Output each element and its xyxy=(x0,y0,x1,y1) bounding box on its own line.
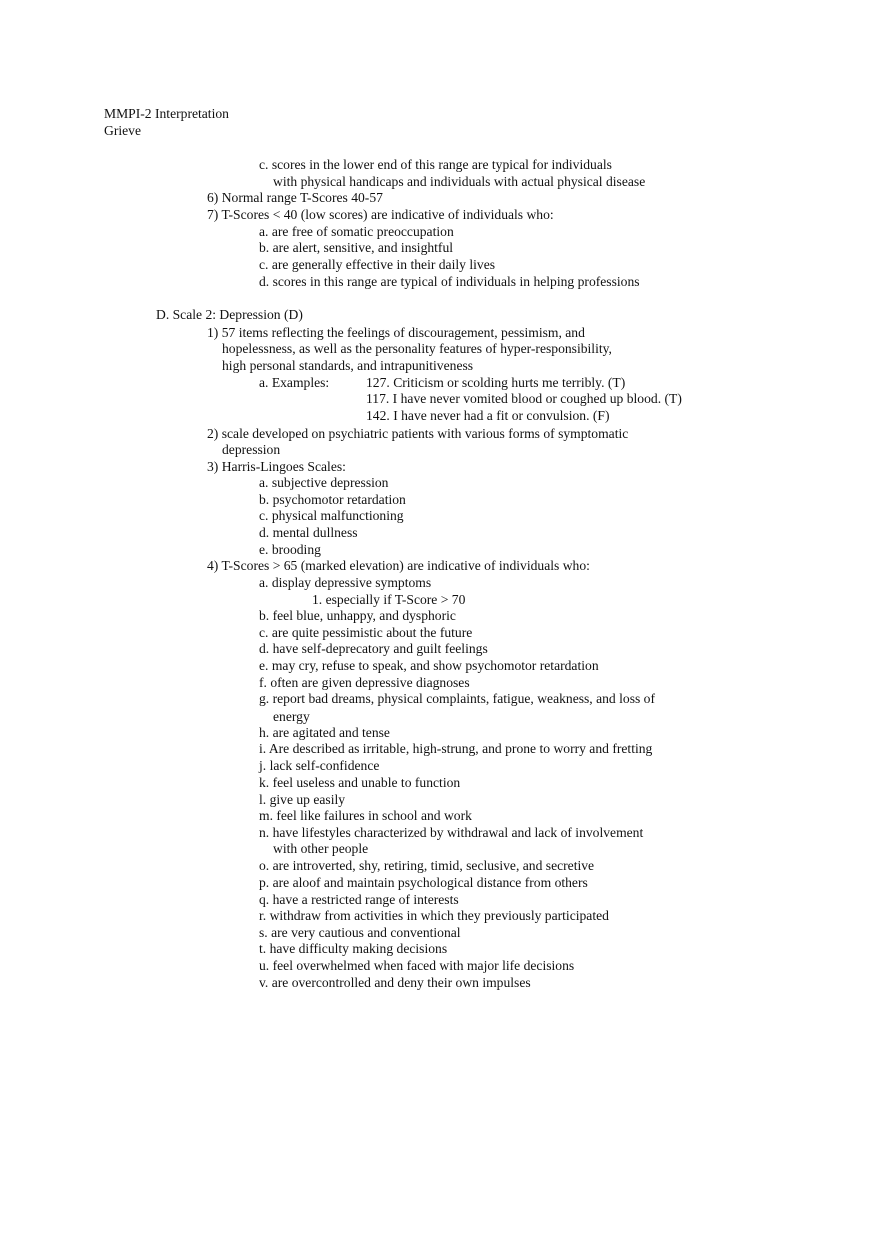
scale2-point-2-line1: 2) scale developed on psychiatric patients with various forms of symptomatic xyxy=(207,426,629,441)
point4-item: b. feel blue, unhappy, and dysphoric xyxy=(259,608,456,623)
scale1-point-7-item: d. scores in this range are typical of individuals in helping professions xyxy=(259,274,640,289)
scale1-point-7-item: b. are alert, sensitive, and insightful xyxy=(259,240,454,255)
harris-lingoes-item: e. brooding xyxy=(259,542,321,557)
point4-item: m. feel like failures in school and work xyxy=(259,808,472,823)
point4-item: n. have lifestyles characterized by withdrawal and lack of involvement xyxy=(259,825,644,840)
example-item: 117. I have never vomited blood or coughed up blood. (T) xyxy=(366,391,682,406)
point4-item: u. feel overwhelmed when faced with major life decisions xyxy=(259,958,575,973)
document-title: MMPI-2 Interpretation xyxy=(104,106,229,121)
scale2-point-4: 4) T-Scores > 65 (marked elevation) are indicative of individuals who: xyxy=(207,558,590,573)
scale2-point-3: 3) Harris-Lingoes Scales: xyxy=(207,459,346,474)
point4-item: p. are aloof and maintain psychological distance from others xyxy=(259,875,588,890)
point4-item: q. have a restricted range of interests xyxy=(259,892,459,907)
scale1-point-7-item: c. are generally effective in their daily lives xyxy=(259,257,496,272)
scale1-item-c-line2: with physical handicaps and individuals with actual physical disease xyxy=(273,174,646,189)
point4-item: i. Are described as irritable, high-strung, and prone to worry and fretting xyxy=(259,741,653,756)
harris-lingoes-item: d. mental dullness xyxy=(259,525,358,540)
scale1-point-6: 6) Normal range T-Scores 40-57 xyxy=(207,190,383,205)
point4-subitem: 1. especially if T-Score > 70 xyxy=(312,592,466,607)
example-item: 142. I have never had a fit or convulsion. (F) xyxy=(366,408,610,423)
harris-lingoes-item: c. physical malfunctioning xyxy=(259,508,404,523)
scale1-item-c-line1: c. scores in the lower end of this range are typical for individuals xyxy=(259,157,612,172)
scale1-point-7-item: a. are free of somatic preoccupation xyxy=(259,224,454,239)
point4-item: r. withdraw from activities in which they previously participated xyxy=(259,908,609,923)
point4-item: e. may cry, refuse to speak, and show psychomotor retardation xyxy=(259,658,599,673)
point4-item-continuation: energy xyxy=(273,709,310,724)
point4-item-continuation: with other people xyxy=(273,841,369,856)
harris-lingoes-item: b. psychomotor retardation xyxy=(259,492,406,507)
point4-item: o. are introverted, shy, retiring, timid, seclusive, and secretive xyxy=(259,858,595,873)
harris-lingoes-item: a. subjective depression xyxy=(259,475,389,490)
point4-item: a. display depressive symptoms xyxy=(259,575,432,590)
point4-item: l. give up easily xyxy=(259,792,346,807)
point4-item: j. lack self-confidence xyxy=(259,758,380,773)
examples-label: a. Examples: xyxy=(259,375,330,390)
scale2-heading: D. Scale 2: Depression (D) xyxy=(156,307,303,322)
example-item: 127. Criticism or scolding hurts me terribly. (T) xyxy=(366,375,626,390)
point4-item: g. report bad dreams, physical complaints, fatigue, weakness, and loss of xyxy=(259,691,656,706)
point4-item: v. are overcontrolled and deny their own impulses xyxy=(259,975,531,990)
scale2-point-1-line: high personal standards, and intrapunitiveness xyxy=(222,358,474,373)
point4-item: f. often are given depressive diagnoses xyxy=(259,675,470,690)
document-author: Grieve xyxy=(104,123,141,138)
scale2-point-2-line2: depression xyxy=(222,442,281,457)
point4-item: k. feel useless and unable to function xyxy=(259,775,461,790)
point4-item: c. are quite pessimistic about the future xyxy=(259,625,473,640)
scale2-point-1-line: 1) 57 items reflecting the feelings of discouragement, pessimism, and xyxy=(207,325,585,340)
point4-item: s. are very cautious and conventional xyxy=(259,925,461,940)
scale2-point-1-line: hopelessness, as well as the personality features of hyper-responsibility, xyxy=(222,341,612,356)
scale1-point-7: 7) T-Scores < 40 (low scores) are indicative of individuals who: xyxy=(207,207,554,222)
point4-item: t. have difficulty making decisions xyxy=(259,941,448,956)
point4-item: h. are agitated and tense xyxy=(259,725,390,740)
point4-item: d. have self-deprecatory and guilt feelings xyxy=(259,641,488,656)
